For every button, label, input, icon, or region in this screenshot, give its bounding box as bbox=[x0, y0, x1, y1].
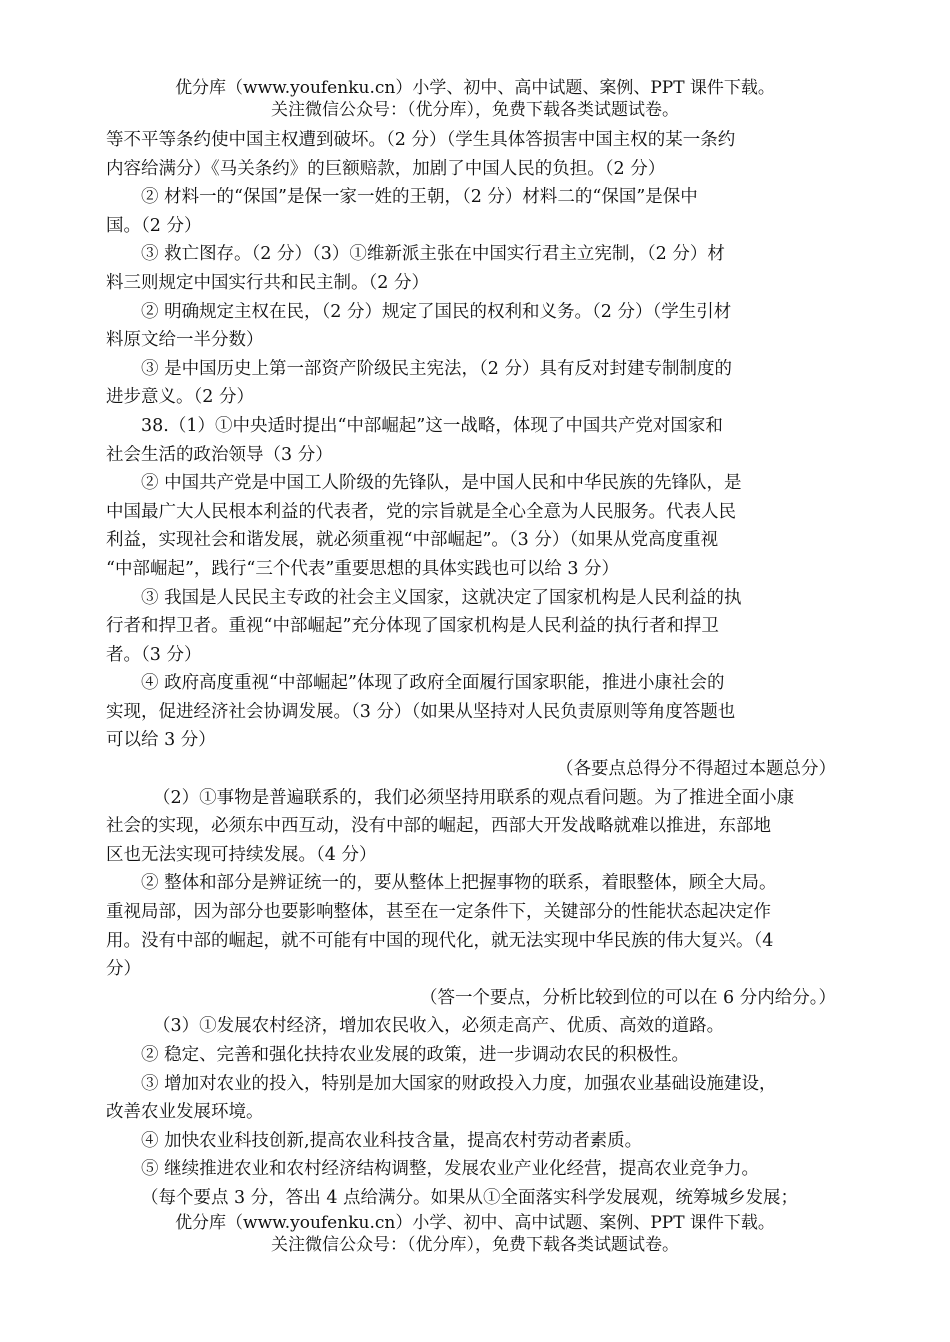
text-line: 区也无法实现可持续发展。（4 分） bbox=[106, 844, 377, 865]
answer-text-body bbox=[106, 126, 836, 1213]
text-line: （每个要点 3 分，答出 4 点给满分。如果从①全面落实科学发展观，统筹城乡发展； bbox=[141, 1187, 799, 1208]
text-line: （答一个要点，分析比较到位的可以在 6 分内给分。） bbox=[419, 987, 836, 1008]
text-line: ③ 增加对农业的投入，特别是加大国家的财政投入力度，加强农业基础设施建设， bbox=[141, 1073, 777, 1094]
text-line: 用。没有中部的崛起，就不可能有中国的现代化，就无法实现中华民族的伟大复兴。（4 bbox=[106, 930, 774, 951]
text-line: ② 明确规定主权在民，（2 分）规定了国民的权利和义务。（2 分）（学生引材 bbox=[141, 301, 732, 322]
text-line: ④ 政府高度重视“中部崛起”体现了政府全面履行国家职能，推进小康社会的 bbox=[141, 673, 725, 694]
text-line: ② 中国共产党是中国工人阶级的先锋队，是中国人民和中华民族的先锋队，是 bbox=[141, 473, 742, 494]
text-line: 实现，促进经济社会协调发展。（3 分）（如果从坚持对人民负责原则等角度答题也 bbox=[106, 701, 736, 722]
text-line: 进步意义。（2 分） bbox=[106, 387, 254, 408]
text-line: ② 材料一的“保国”是保一家一姓的王朝，（2 分）材料二的“保国”是保中 bbox=[141, 187, 698, 208]
text-line: ③ 救亡图存。（2 分）（3）①维新派主张在中国实行君主立宪制，（2 分）材 bbox=[141, 244, 725, 265]
text-line: “中部崛起”，践行“三个代表”重要思想的具体实践也可以给 3 分） bbox=[106, 558, 620, 579]
text-line: ② 稳定、完善和强化扶持农业发展的政策，进一步调动农民的积极性。 bbox=[141, 1045, 690, 1065]
text-line: （各要点总得分不得超过本题总分） bbox=[556, 759, 836, 780]
footer-line-1: 优分库（www.youfenku.cn）小学、初中、高中试题、案例、PPT 课件下载。 bbox=[175, 1213, 775, 1233]
text-line: 利益，实现社会和谐发展，就必须重视“中部崛起”。（3 分）（如果从党高度重视 bbox=[106, 530, 719, 551]
text-line: （3）①发展农村经济，增加农民收入，必须走高产、优质、高效的道路。 bbox=[153, 1016, 725, 1037]
page-footer bbox=[0, 1212, 950, 1256]
text-line: ③ 是中国历史上第一部资产阶级民主宪法，（2 分）具有反对封建专制制度的 bbox=[141, 358, 733, 379]
text-line: ④ 加快农业科技创新,提高农业科技含量，提高农村劳动者素质。 bbox=[141, 1130, 643, 1151]
text-line: 等不平等条约使中国主权遭到破坏。（2 分）（学生具体答损害中国主权的某一条约 bbox=[106, 130, 736, 150]
text-line: 料原文给一半分数） bbox=[106, 330, 264, 351]
text-line: 社会生活的政治领导（3 分） bbox=[106, 444, 333, 465]
text-line: ② 整体和部分是辨证统一的，要从整体上把握事物的联系，着眼整体，顾全大局。 bbox=[141, 873, 777, 894]
text-line: ⑤ 继续推进农业和农村经济结构调整，发展农业产业化经营，提高农业竞争力。 bbox=[141, 1159, 760, 1180]
text-line: 社会的实现，必须东中西互动，没有中部的崛起，西部大开发战略就难以推进，东部地 bbox=[106, 816, 771, 837]
text-line: 38.（1）①中央适时提出“中部崛起”这一战略，体现了中国共产党对国家和 bbox=[141, 415, 723, 436]
footer-line-2: 关注微信公众号：（优分库），免费下载各类试题试卷。 bbox=[271, 1235, 679, 1255]
text-line: 内容给满分）《马关条约》的巨额赔款，加剧了中国人民的负担。（2 分） bbox=[106, 158, 666, 179]
page-header bbox=[0, 77, 950, 121]
text-line: 可以给 3 分） bbox=[106, 730, 216, 751]
header-line-1: 优分库（www.youfenku.cn）小学、初中、高中试题、案例、PPT 课件下载。 bbox=[175, 78, 775, 98]
text-line: 料三则规定中国实行共和民主制。（2 分） bbox=[106, 272, 429, 293]
header-line-2: 关注微信公众号：（优分库），免费下载各类试题试卷。 bbox=[271, 100, 679, 120]
text-line: 行者和捍卫者。重视“中部崛起”充分体现了国家机构是人民利益的执行者和捍卫 bbox=[106, 616, 719, 637]
text-line: 分） bbox=[106, 959, 141, 980]
text-line: 中国最广大人民根本利益的代表者，党的宗旨就是全心全意为人民服务。代表人民 bbox=[106, 501, 736, 522]
text-line: 改善农业发展环境。 bbox=[106, 1102, 264, 1123]
text-line: 者。（3 分） bbox=[106, 644, 202, 665]
text-line: ③ 我国是人民民主专政的社会主义国家，这就决定了国家机构是人民利益的执 bbox=[141, 587, 742, 608]
text-line: 重视局部，因为部分也要影响整体，甚至在一定条件下，关键部分的性能状态起决定作 bbox=[106, 902, 771, 923]
text-line: （2）①事物是普遍联系的，我们必须坚持用联系的观点看问题。为了推进全面小康 bbox=[153, 787, 795, 808]
text-line: 国。（2 分） bbox=[106, 215, 202, 236]
